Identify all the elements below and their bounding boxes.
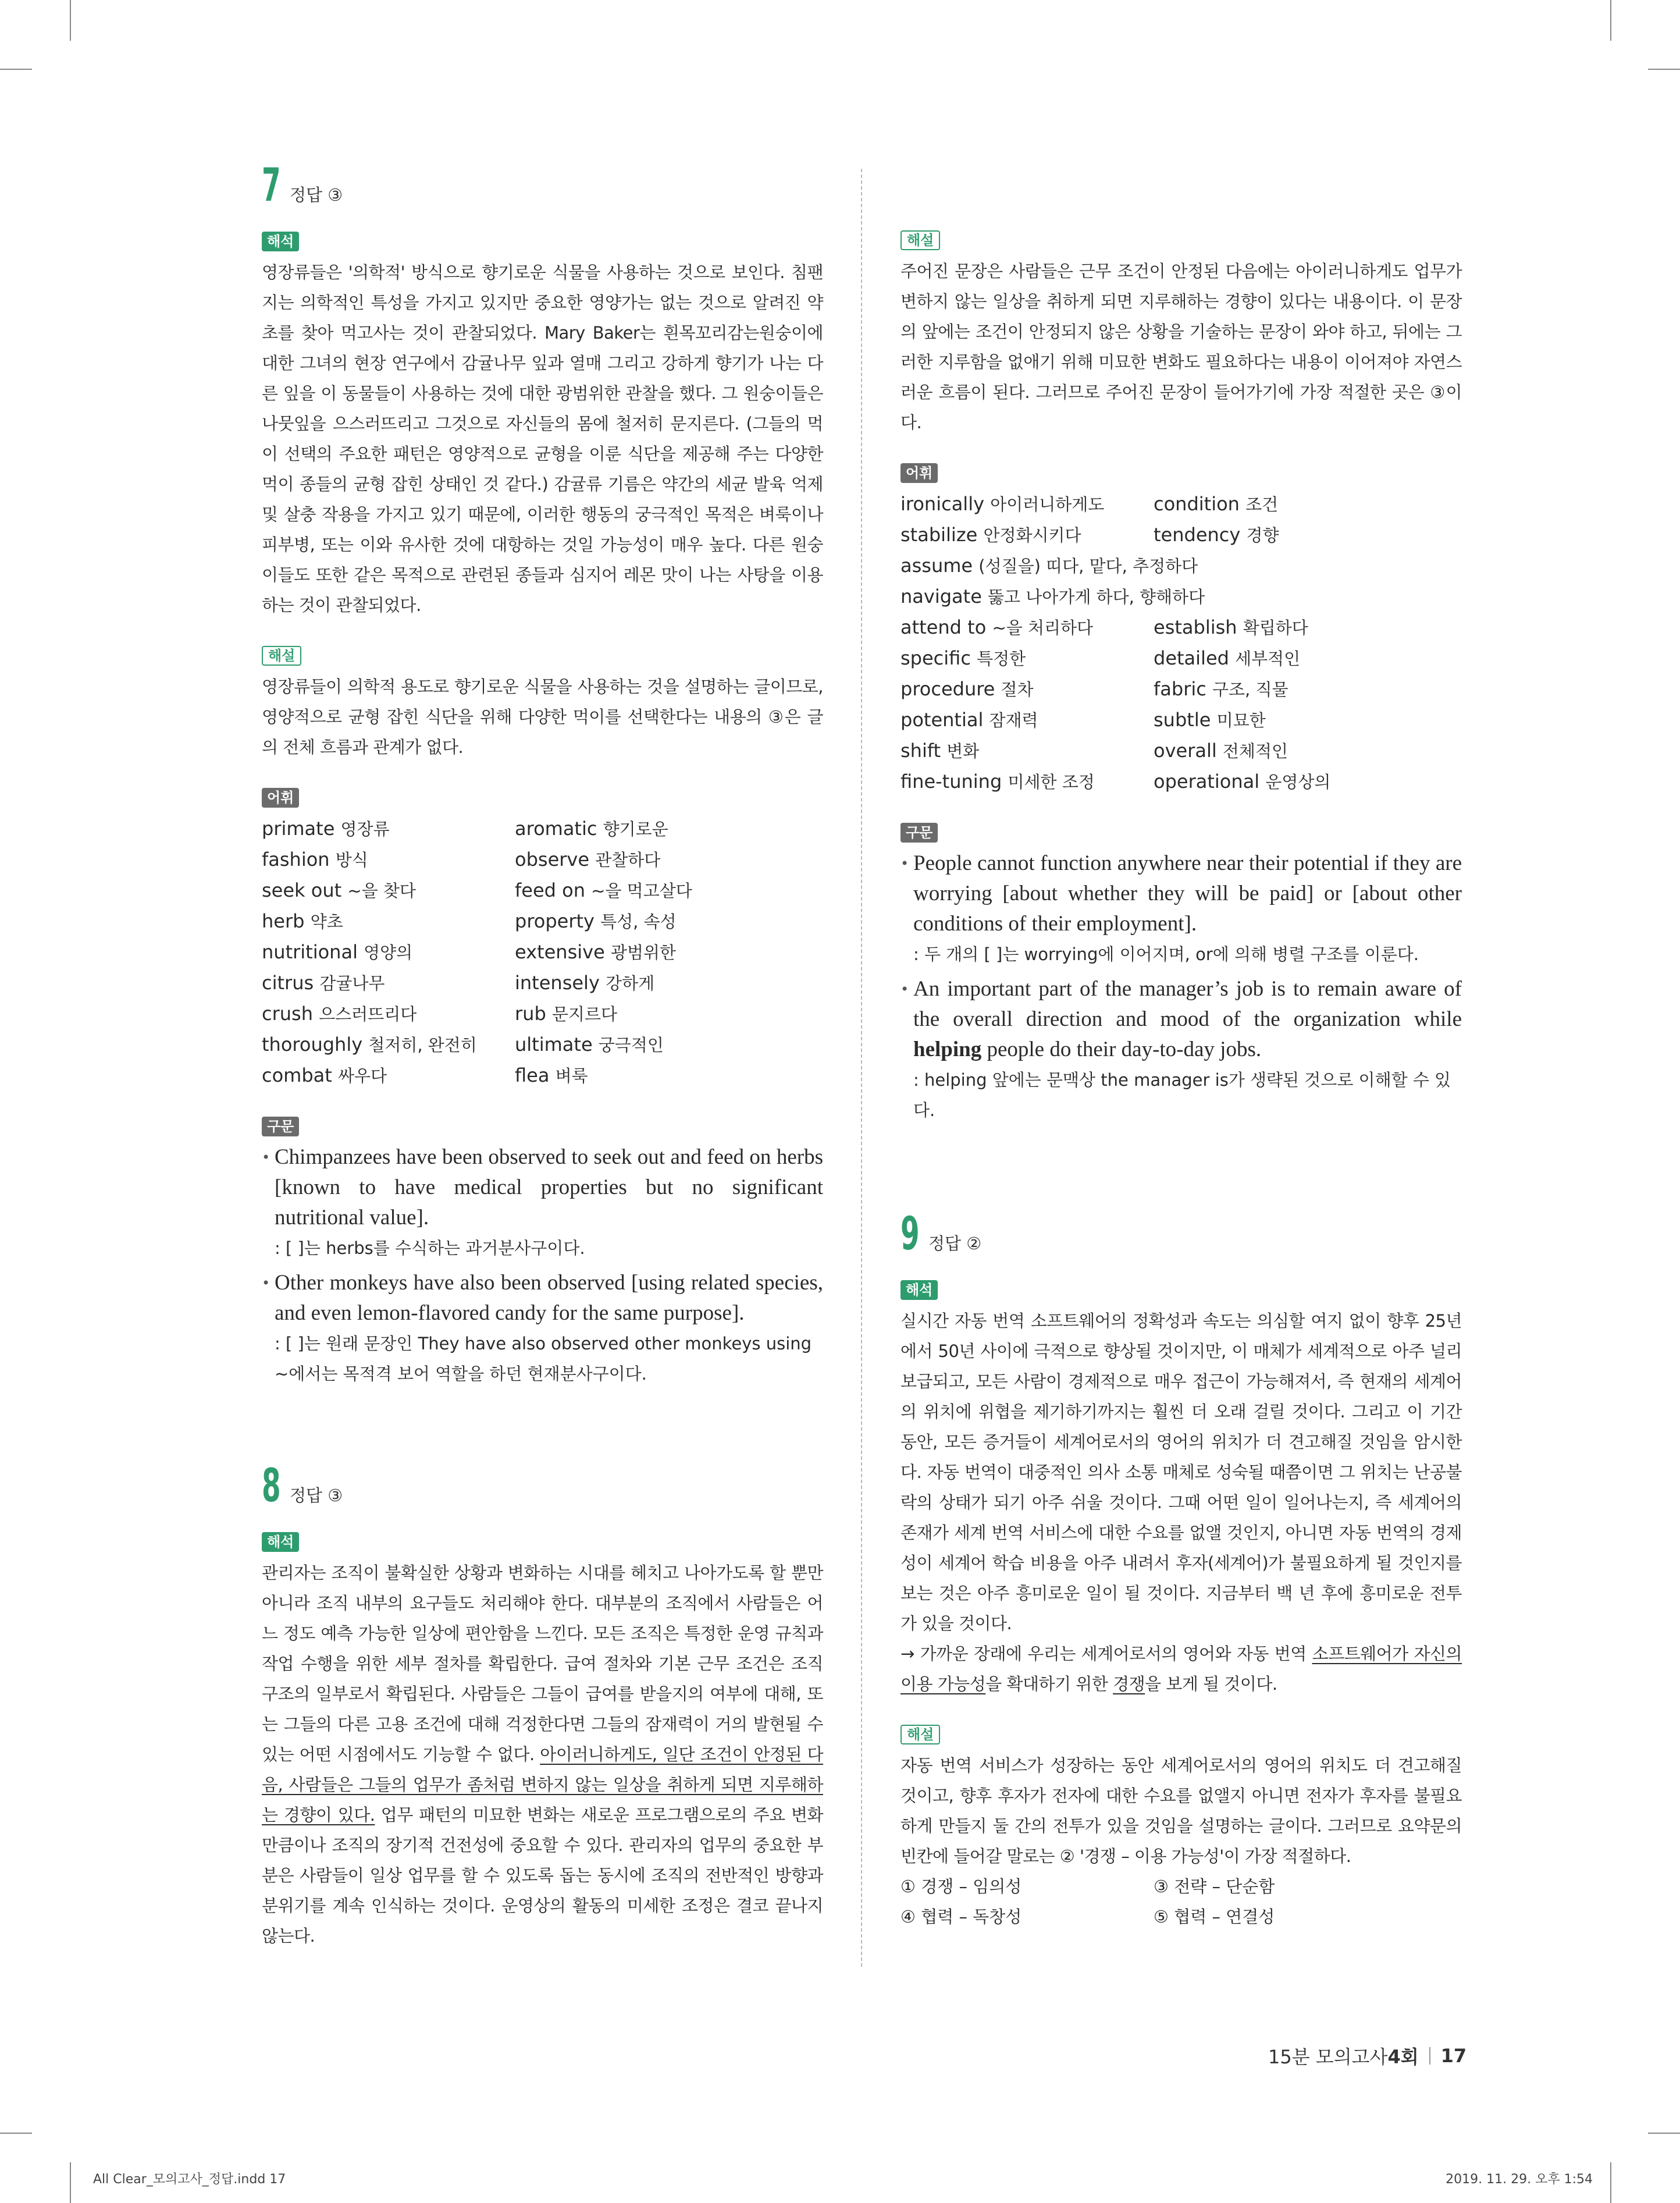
explanation-text: 자동 번역 서비스가 성장하는 동안 세계어로서의 영어의 위치도 더 견고해질 것이고, 향후 후자가 전자에 대한 수요를 없앨지 아니면 전자가 후자를 불필요하게 만들지 둘 간의 전투가 있을 것임을 설명하는 글이다. 그러므로 요약문의 빈칸에 들어갈 말로는 ② '경쟁 – 이용 가능성'이 가장 적절하다. xyxy=(900,1756,1462,1866)
crop-mark xyxy=(1610,2162,1611,2203)
vocab-entry: intensely 강하게 xyxy=(515,972,655,994)
vocab-entry: shift 변화 xyxy=(900,740,980,762)
answer-label: 정답 ③ xyxy=(290,185,343,205)
question-number: 9 xyxy=(900,1208,920,1260)
question-8-header xyxy=(262,1460,823,1512)
vocab-entry: primate 영장류 xyxy=(262,818,390,840)
crop-mark xyxy=(1610,0,1611,41)
vocab-entry: navigate 뚫고 나아가게 하다, 향해하다 xyxy=(900,585,1205,607)
vocab-entry: specific 특정한 xyxy=(900,647,1026,669)
page-footer xyxy=(1268,2042,1467,2069)
translation-text: 관리자는 조직이 불확실한 상황과 변화하는 시대를 헤치고 나아가도록 할 뿐만 아니라 조직 내부의 요구들도 처리해야 한다. 대부분의 조직에서 사람들은 어느 정도 예측 가능한 일상에 편안함을 느낀다. 모든 조직은 특정한 운영 규칙과 작업 수행을 위한 세부 절차를 확립한다. 급여 절차와 기본 근무 조건은 조직 구조의 일부로서 확립된다. 사람들은 그들이 급여를 받을지의 여부에 대해, 또는 그들의 다른 고용 조건에 대해 걱정한다면 그들의 잠재력이 거의 발현될 수 있는 어떤 시점에서도 기능할 수 없다. 아이러니하게도, 일단 조건이 안정된 다음, 사람들은 그들의 업무가 좀처럼 변하지 않는 일상을 취하게 되면 지루해하는 경향이 있다. 업무 패턴의 미묘한 변화는 새로운 프로그램으로의 주요 변화만큼이나 조직의 장기적 건전성에 중요할 수 있다. 관리자의 업무의 중요한 부분은 사람들이 일상 업무를 할 수 있도록 돕는 동시에 조직의 전반적인 방향과 분위기를 계속 인식하는 것이다. 운영상의 활동의 미세한 조정은 결코 끝나지 않는다. xyxy=(262,1563,823,1946)
footer-separator xyxy=(1429,2047,1430,2065)
vocab-entry: property 특성, 속성 xyxy=(515,910,677,932)
right-column xyxy=(900,169,1462,1932)
left-column xyxy=(262,159,823,1951)
syntax-item xyxy=(262,1268,823,1389)
question-9-header xyxy=(900,1208,1462,1260)
syntax-sentence: • Chimpanzees have been observed to seek out and feed on herbs [known to have medical properties but no significant nutritional value]. xyxy=(262,1142,823,1233)
syntax-note: : helping 앞에는 문맥상 the manager is가 생략된 것으로 이해할 수 있다. xyxy=(913,1070,1451,1120)
bullet-icon: • xyxy=(900,855,909,872)
vocab-entry: feed on ~을 먹고살다 xyxy=(515,879,692,901)
vocab-entry: seek out ~을 찾다 xyxy=(262,879,416,901)
crop-mark xyxy=(0,69,32,70)
vocab-entry: ultimate 궁극적인 xyxy=(515,1033,664,1056)
answer-options xyxy=(900,1871,1462,1932)
bullet-icon: • xyxy=(900,981,909,997)
syntax-note: : [ ]는 herbs를 수식하는 과거분사구이다. xyxy=(275,1238,585,1258)
syntax-tag: 구문 xyxy=(262,1117,299,1136)
syntax-sentence: • People cannot function anywhere near their potential if they are worrying [about whether they will be paid] or [about other conditions of their employment]. xyxy=(900,848,1462,939)
vocab-entry: extensive 광범위한 xyxy=(515,941,676,963)
vocab-entry: procedure 절차 xyxy=(900,678,1034,700)
explanation-text: 영장류들이 의학적 용도로 향기로운 식물을 사용하는 것을 설명하는 글이므로, 영양적으로 균형 잡힌 식단을 위해 다양한 먹이를 선택한다는 내용의 ③은 글의 전체 흐름과 관계가 없다. xyxy=(262,677,823,757)
bullet-icon: • xyxy=(262,1275,270,1291)
explanation-tag: 해설 xyxy=(900,230,940,250)
vocab-entry: fine-tuning 미세한 조정 xyxy=(900,770,1095,793)
syntax-sentence: • Other monkeys have also been observed [using related species, and even lemon-flavored candy for the same purpose]. xyxy=(262,1268,823,1328)
vocab-entry: tendency 경향 xyxy=(1154,524,1279,546)
answer-label: 정답 ③ xyxy=(290,1486,343,1505)
vocab-entry: fashion 방식 xyxy=(262,848,368,870)
explanation-text: 주어진 문장은 사람들은 근무 조건이 안정된 다음에는 아이러니하게도 업무가 변하지 않는 일상을 취하게 되면 지루해하는 경향이 있다는 내용이다. 이 문장의 앞에는 조건이 안정되지 않은 상황을 기술하는 문장이 와야 하고, 뒤에는 그러한 지루함을 없애기 위해 미묘한 변화도 필요하다는 내용이 이어져야 자연스러운 흐름이 된다. 그러므로 주어진 문장이 들어가기에 가장 적절한 곳은 ③이다. xyxy=(900,261,1462,432)
explanation-tag: 해설 xyxy=(262,646,301,666)
syntax-item xyxy=(900,974,1462,1125)
question-7-header xyxy=(262,159,823,212)
crop-mark xyxy=(1648,69,1680,70)
vocab-entry: detailed 세부적인 xyxy=(1154,647,1301,669)
translation-tag: 해석 xyxy=(262,232,299,251)
syntax-item xyxy=(262,1142,823,1263)
file-slug: All Clear_모의고사_정답.indd 17 xyxy=(93,2172,286,2187)
underlined-sentence: 아이러니하게도, 일단 조건이 안정된 다음, 사람들은 그들의 업무가 좀처럼 변하지 않는 일상을 취하게 되면 지루해하는 경향이 있다. xyxy=(262,1744,823,1825)
syntax-sentence: • An important part of the manager’s job is to remain aware of the overall direction and mood of the organization while helping people do their day-to-day jobs. xyxy=(900,974,1462,1065)
vocab-entry: establish 확립하다 xyxy=(1154,616,1308,638)
answer-label: 정답 ② xyxy=(928,1234,982,1253)
column-divider xyxy=(861,169,862,1967)
vocab-entry: overall 전체적인 xyxy=(1154,740,1288,762)
vocab-tag: 어휘 xyxy=(262,788,299,808)
option: ④ 협력 – 독창성 xyxy=(900,1907,1022,1927)
footer-round: 4회 xyxy=(1387,2046,1419,2068)
translation-tag: 해석 xyxy=(262,1532,299,1552)
option: ③ 전략 – 단순함 xyxy=(1154,1877,1275,1896)
translation-tag: 해석 xyxy=(900,1280,938,1300)
vocab-entry: condition 조건 xyxy=(1154,493,1279,515)
explanation-tag: 해설 xyxy=(900,1725,940,1744)
vocab-entry: crush 으스러뜨리다 xyxy=(262,1003,417,1025)
summary-text: → 가까운 장래에 우리는 세계어로서의 영어와 자동 번역 소프트웨어가 자신의 이용 가능성을 확대하기 위한 경쟁을 보게 될 것이다. xyxy=(900,1644,1462,1694)
vocab-list xyxy=(262,813,823,1091)
syntax-note: : 두 개의 [ ]는 worrying에 이어지며, or에 의해 병렬 구조를 이룬다. xyxy=(913,944,1419,964)
vocab-entry: flea 벼룩 xyxy=(515,1064,588,1086)
vocab-entry: fabric 구조, 직물 xyxy=(1154,678,1289,700)
footer-label: 15분 모의고사 xyxy=(1268,2046,1388,2068)
vocab-list xyxy=(900,489,1462,797)
translation-text: 영장류들은 '의학적' 방식으로 향기로운 식물을 사용하는 것으로 보인다. 침팬지는 의학적인 특성을 가지고 있지만 중요한 영양가는 없는 것으로 알려진 약초를 찾아 먹고사는 것이 관찰되었다. Mary Baker는 흰목꼬리감는원숭이에 대한 그녀의 현장 연구에서 감귤나무 잎과 열매 그리고 강하게 향기가 나는 다른 잎을 이 동물들이 사용하는 것에 대한 광범위한 관찰을 했다. 그 원숭이들은 나뭇잎을 으스러뜨리고 그것으로 자신들의 몸에 철저히 문지른다. (그들의 먹이 선택의 주요한 패턴은 영양적으로 균형을 이룬 식단을 제공해 주는 다양한 먹이 종들의 균형 잡힌 상태인 것 같다.) 감귤류 기름은 약간의 세균 발육 억제 및 살충 작용을 가지고 있기 때문에, 이러한 행동의 궁극적인 목적은 벼룩이나 피부병, 또는 이와 유사한 것에 대항하는 것일 가능성이 매우 높다. 다른 원숭이들도 또한 같은 목적으로 관련된 종들과 심지어 레몬 맛이 나는 사탕을 이용하는 것이 관찰되었다. xyxy=(262,262,823,615)
print-timestamp: 2019. 11. 29. 오후 1:54 xyxy=(1446,2172,1593,2187)
syntax-item xyxy=(900,848,1462,969)
crop-mark xyxy=(1648,2133,1680,2134)
vocab-entry: aromatic 향기로운 xyxy=(515,818,668,840)
page-number: 17 xyxy=(1440,2045,1467,2067)
vocab-entry: thoroughly 철저히, 완전히 xyxy=(262,1033,477,1056)
question-number: 7 xyxy=(262,159,281,212)
option: ⑤ 협력 – 연결성 xyxy=(1154,1907,1275,1927)
vocab-entry: ironically 아이러니하게도 xyxy=(900,493,1105,515)
syntax-tag: 구문 xyxy=(900,823,938,843)
vocab-entry: potential 잠재력 xyxy=(900,709,1038,731)
vocab-entry: stabilize 안정화시키다 xyxy=(900,524,1081,546)
vocab-entry: observe 관찰하다 xyxy=(515,848,661,870)
bullet-icon: • xyxy=(262,1149,270,1166)
vocab-entry: herb 약초 xyxy=(262,910,343,932)
vocab-entry: citrus 감귤나무 xyxy=(262,972,385,994)
vocab-entry: assume (성질을) 띠다, 맡다, 추정하다 xyxy=(900,555,1198,577)
vocab-entry: rub 문지르다 xyxy=(515,1003,617,1025)
vocab-entry: attend to ~을 처리하다 xyxy=(900,616,1094,638)
vocab-entry: nutritional 영양의 xyxy=(262,941,413,963)
vocab-entry: combat 싸우다 xyxy=(262,1064,387,1086)
crop-mark xyxy=(0,2133,32,2134)
vocab-entry: operational 운영상의 xyxy=(1154,770,1331,793)
vocab-entry: subtle 미묘한 xyxy=(1154,709,1266,731)
translation-text: 실시간 자동 번역 소프트웨어의 정확성과 속도는 의심할 여지 없이 향후 25년에서 50년 사이에 극적으로 향상될 것이지만, 이 매체가 세계적으로 아주 널리 보급되고, 모든 사람이 경제적으로 매우 접근이 가능해져서, 즉 현재의 세계어의 위치에 위협을 제기하기까지는 훨씬 더 오래 걸릴 것이다. 그리고 이 기간 동안, 모든 증거들이 세계어로서의 영어의 위치가 더 견고해질 것임을 암시한다. 자동 번역이 대중적인 의사 소통 매체로 성숙될 때쯤이면 그 위치는 난공불락의 상태가 되기 아주 쉬울 것이다. 그때 어떤 일이 일어나는지, 즉 세계어의 존재가 세계 번역 서비스에 대한 수요를 없앨 것인지, 아니면 자동 번역의 경제성이 세계어 학습 비용을 아주 내려서 후자(세계어)가 불필요하게 될 것인지를 보는 것은 아주 흥미로운 일이 될 것이다. 지금부터 백 년 후에 흥미로운 전투가 있을 것이다. xyxy=(900,1311,1462,1633)
option: ① 경쟁 – 임의성 xyxy=(900,1877,1022,1896)
vocab-tag: 어휘 xyxy=(900,463,938,483)
syntax-note: : [ ]는 원래 문장인 They have also observed other monkeys using ~에서는 목적격 보어 역할을 하던 현재분사구이다. xyxy=(275,1334,812,1384)
crop-mark xyxy=(70,0,71,41)
crop-mark xyxy=(70,2162,71,2203)
question-number: 8 xyxy=(262,1460,281,1512)
